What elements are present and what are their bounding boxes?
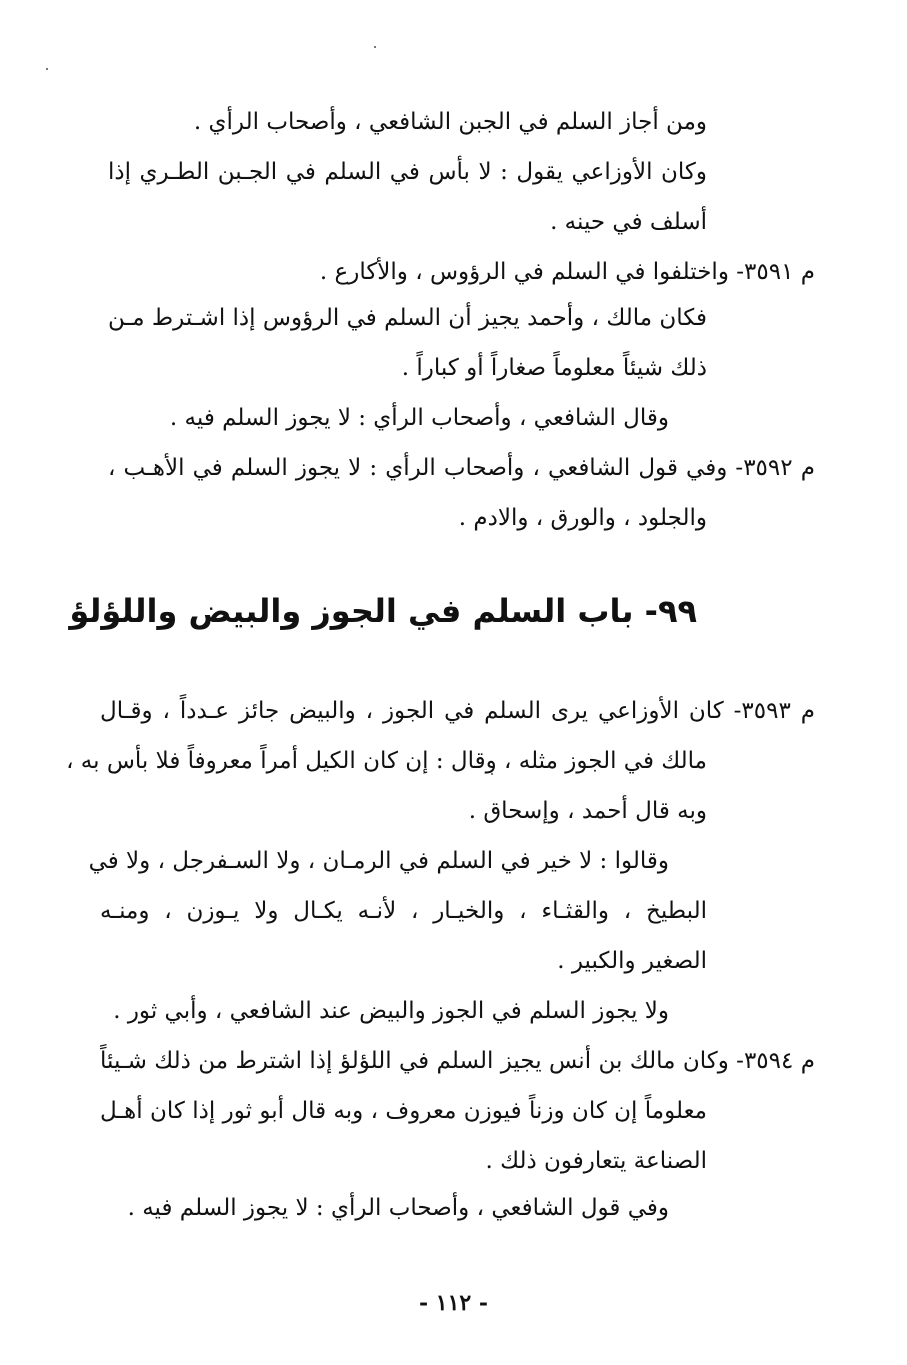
- text-line: وقالوا : لا خير في السلم في الرمـان ، ولا السـفرجل ، ولا في: [88, 848, 669, 874]
- text-line: وقال الشافعي ، وأصحاب الرأي : لا يجوز السلم فيه .: [169, 405, 669, 431]
- entry-line: م ٣٥٩١- واختلفوا في السلم في الرؤوس ، والأكارع .: [319, 259, 815, 285]
- entry-line: م ٣٥٩٤- وكان مالك بن أنس يجيز السلم في اللؤلؤ إذا اشترط من ذلك شـيئاً: [100, 1048, 815, 1074]
- text-line: فكان مالك ، وأحمد يجيز أن السلم في الرؤوس إذا اشـترط مـن: [108, 305, 707, 331]
- scan-speck: [374, 46, 376, 48]
- text-line: مالك في الجوز مثله ، وقال : إن كان الكيل أمراً معروفاً فلا بأس به ،: [66, 748, 707, 774]
- scan-speck: [46, 68, 48, 70]
- text-line: ولا يجوز السلم في الجوز والبيض عند الشافعي ، وأبي ثور .: [113, 998, 669, 1024]
- text-line: الصغير والكبير .: [557, 948, 707, 974]
- text-line: معلوماً إن كان وزناً فيوزن معروف ، وبه قال أبو ثور إذا كان أهـل: [100, 1098, 707, 1124]
- text-line: ذلك شيئاً معلوماً صغاراً أو كباراً .: [401, 355, 707, 381]
- text-line: وفي قول الشافعي ، وأصحاب الرأي : لا يجوز السلم فيه .: [127, 1195, 669, 1221]
- text-line: الصناعة يتعارفون ذلك .: [485, 1148, 707, 1174]
- page-number: - ١١٢ -: [418, 1290, 489, 1316]
- text-line: البطيخ ، والقثـاء ، والخيـار ، لأنـه يكـال ولا يـوزن ، ومنـه: [100, 898, 707, 924]
- text-line: ومن أجاز السلم في الجبن الشافعي ، وأصحاب الرأي .: [193, 109, 707, 135]
- text-line: أسلف في حينه .: [550, 209, 707, 235]
- text-line: وكان الأوزاعي يقول : لا بأس في السلم في الجـبن الطـري إذا: [108, 159, 707, 185]
- chapter-heading: ٩٩- باب السلم في الجوز والبيض واللؤلؤ: [69, 592, 697, 630]
- text-line: والجلود ، والورق ، والادم .: [458, 505, 707, 531]
- entry-line: م ٣٥٩٣- كان الأوزاعي يرى السلم في الجوز ، والبيض جائز عـدداً ، وقـال: [100, 698, 816, 724]
- entry-line: م ٣٥٩٢- وفي قول الشافعي ، وأصحاب الرأي : لا يجوز السلم في الأهـب ،: [108, 455, 815, 481]
- text-line: وبه قال أحمد ، وإسحاق .: [468, 798, 707, 824]
